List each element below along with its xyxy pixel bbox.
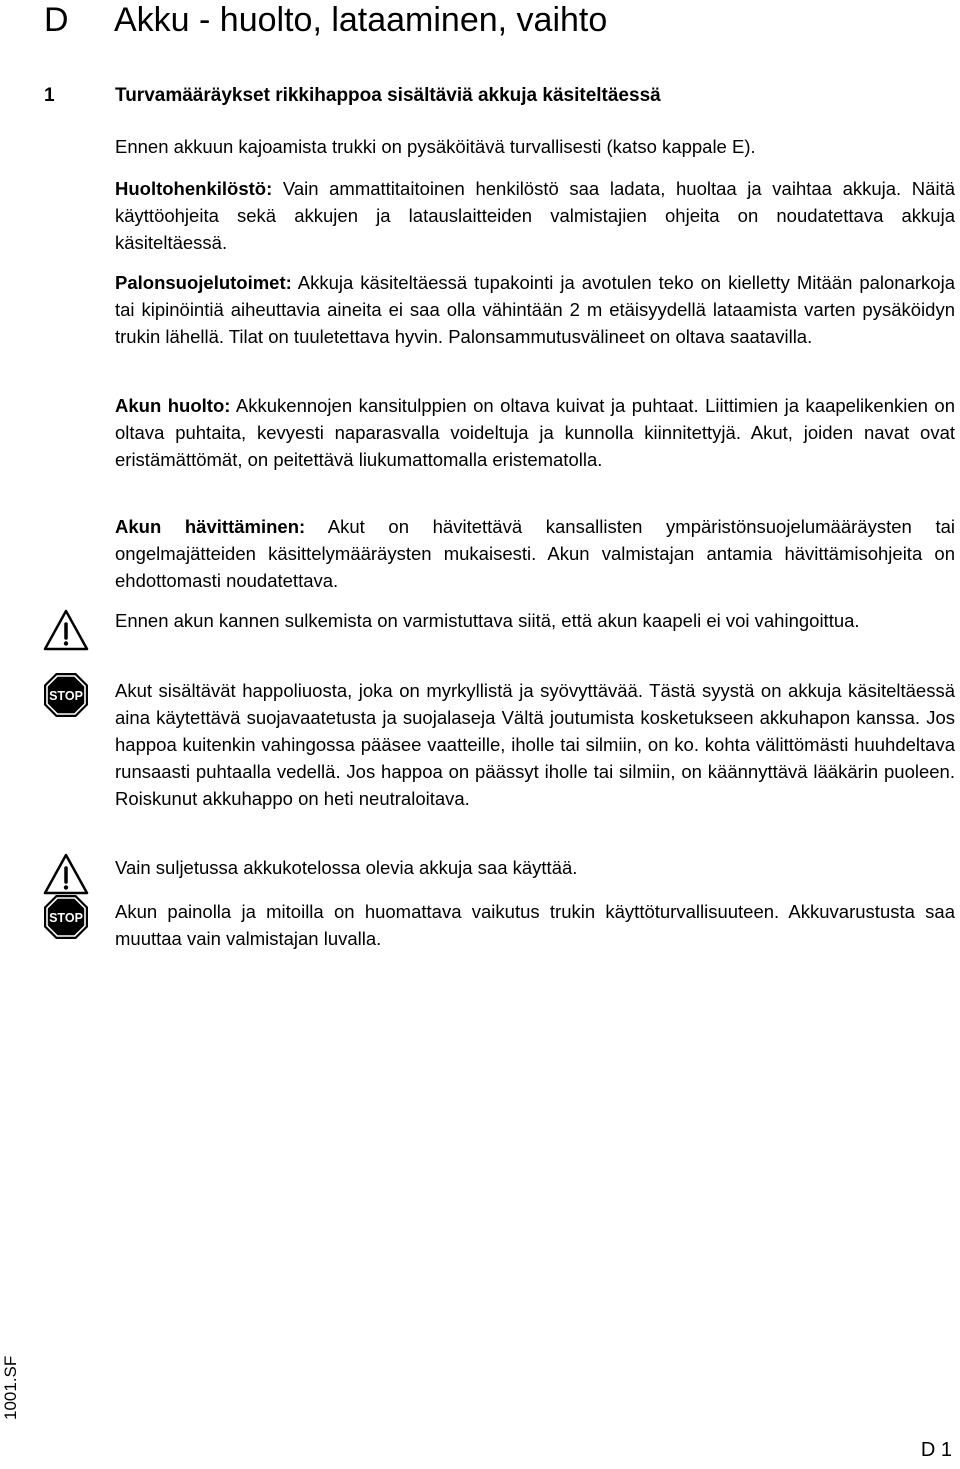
battery-weight-text: Akun painolla ja mitoilla on huomattava vaikutus trukin käyttöturvallisuuteen. Akkuvarustusta saa muuttaa vain valmistajan luvalla. [115, 901, 955, 949]
personnel-lead: Huoltohenkilöstö: [115, 178, 273, 199]
maintenance-lead: Akun huolto: [115, 395, 231, 416]
disposal-paragraph [115, 513, 955, 594]
document-code [0, 1356, 22, 1420]
warning-triangle-icon [42, 606, 90, 654]
stop-sign-icon [42, 893, 90, 941]
chapter-letter: D [44, 1, 69, 39]
closed-case-paragraph [115, 854, 955, 881]
section-heading [44, 82, 661, 110]
fire-protection-lead: Palonsuojelutoimet: [115, 272, 292, 293]
intro-paragraph [115, 133, 955, 160]
document-code-text: 1001.SF [1, 1355, 20, 1420]
disposal-lead: Akun hävittäminen: [115, 516, 306, 537]
acid-safety-paragraph [115, 677, 955, 812]
fire-protection-text: Akkuja käsiteltäessä tupakointi ja avotulen teko on kielletty Mitään palonarkoja tai kipinöintiä aiheuttavia aineita ei saa olla vähintään 2 m etäisyydellä lataamista varten pysäköidyn trukin lähellä. Tilat on tuuletettava hyvin. Palonsammutusvälineet on oltava saatavilla. [115, 272, 955, 347]
page-number: D 1 [920, 1439, 952, 1461]
maintenance-text: Akkukennojen kansitulppien on oltava kuivat ja puhtaat. Liittimien ja kaapelikenkien on oltava puhtaita, kevyesti naparasvalla voideltuja ja kunnolla kiinnitettyjä. Akut, joiden navat ovat eristämättömät, on peitettävä liukumattomalla eristematolla. [115, 395, 955, 470]
chapter-title-text: Akku - huolto, lataaminen, vaihto [114, 1, 608, 39]
personnel-paragraph [115, 175, 955, 256]
stop-sign-label: STOP [49, 911, 83, 925]
personnel-text: Vain ammattitaitoinen henkilöstö saa ladata, huoltaa ja vaihtaa akkuja. Näitä käyttöohjeita sekä akkujen ja latauslaitteiden valmistajien ohjeita on noudatettava akkuja käsiteltäessä. [115, 178, 955, 253]
stop-sign-label: STOP [49, 689, 83, 703]
warning-triangle-icon [42, 850, 90, 898]
battery-weight-paragraph [115, 898, 955, 952]
stop-sign-icon [42, 671, 90, 719]
chapter-title [44, 0, 607, 40]
section-number: 1 [44, 85, 55, 106]
fire-protection-paragraph [115, 269, 955, 350]
acid-safety-text: Akut sisältävät happoliuosta, joka on myrkyllistä ja syövyttävää. Tästä syystä on akkuja käsiteltäessä aina käytettävä suojavaatetusta ja suojalaseja Vältä joutumista kosketukseen akkuhapon kanssa. Jos happoa kuitenkin vahingossa pääsee vaatteille, iholle tai silmiin, on ko. kohta välittömästi huuhdeltava runsaasti puhtaalla vedellä. Jos happoa on päässyt iholle tai silmiin, on käännyttävä lääkärin puoleen. Roiskunut akkuhappo on heti neutraloitava. [115, 680, 955, 809]
cable-warning-text: Ennen akun kannen sulkemista on varmistuttava siitä, että akun kaapeli ei voi vahingoittua. [115, 610, 860, 631]
intro-text: Ennen akkuun kajoamista trukki on pysäköitävä turvallisesti (katso kappale E). [115, 136, 756, 157]
closed-case-text: Vain suljetussa akkukotelossa olevia akkuja saa käyttää. [115, 857, 578, 878]
cable-warning-paragraph [115, 607, 955, 634]
disposal-text: Akut on hävitettävä kansallisten ympäristönsuojelumääräysten tai ongelmajätteiden käsittelymääräysten mukaisesti. Akun valmistajan antamia hävittämisohjeita on ehdottomasti noudatettava. [115, 516, 955, 591]
section-title: Turvamääräykset rikkihappoa sisältäviä akkuja käsiteltäessä [115, 85, 661, 106]
maintenance-paragraph [115, 392, 955, 473]
